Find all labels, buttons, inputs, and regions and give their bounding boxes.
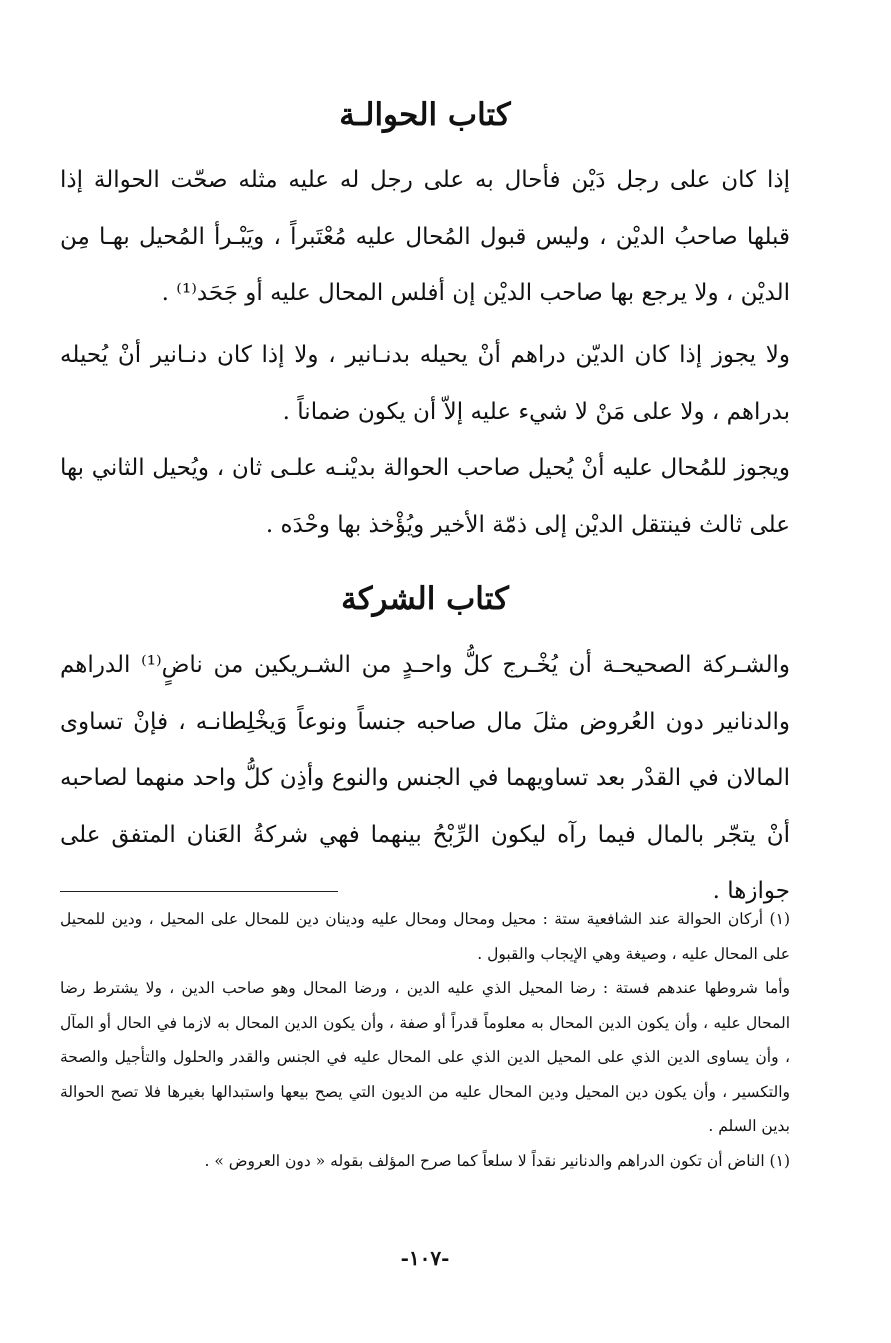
sharika-paragraph-1: والشـركة الصحيحـة أن يُخْـرج كلُّ واحـدٍ من الشـريكين من ناضٍ⁽¹⁾ الدراهم والدنانير دون العُروض مثلَ مال صاحبه جنساً ونوعاً وَيخْلِطانـه ، فإنْ تساوى المالان في القدْر بعد تساويهما في الجنس والنوع وأذِن كلُّ واحد منهما لصاحبه أنْ يتجّر بالمال فيما رآه ليكون الرِّبْحُ بينهما فهي شركةُ العَنان المتفق على جوازها .: [60, 652, 790, 904]
section-title-sharika: كتاب الشركة: [341, 581, 509, 617]
footnote-1-continued: وأما شروطها عندهم فستة : رضا المحيل الذي عليه الدين ، ورضا المحال وهو صاحب الدين ، ولا يشترط رضا المحال عليه ، وأن يكون الدين المحال به معلوماً قدراً أو صفة ، وأن يكون الدين المحال به لازما في الحال أو المآل ، وأن يساوى الدين الذي على المحيل الدين الذي على المحال عليه في الجنس والقدر والحلول والتأجيل والصحة والتكسير ، وأن يكون دين المحيل ودين المحال عليه من الديون التي يصح بيعها واستبدالها بغيرها فلا تصح الحوالة بدين السلم .: [60, 979, 790, 1135]
page-number: -١٠٧-: [400, 1246, 450, 1270]
footnote-2: (١) الناض أن تكون الدراهم والدنانير نقداً لا سلعاً كما صرح المؤلف بقوله « دون العروض » .: [204, 1151, 790, 1170]
hawala-paragraph-2: ولا يجوز إذا كان الديّن دراهم أنْ يحيله بدنـانير ، ولا إذا كان دنـانير أنْ يُحيله بدراهم ، ولا على مَنْ لا شيء عليه إلاّ أن يكون ضماناً .: [60, 342, 790, 425]
footnote-divider: [60, 891, 338, 892]
hawala-paragraph-3: ويجوز للمُحال عليه أنْ يُحيل صاحب الحوالة بديْنـه علـى ثان ، ويُحيل الثاني بها على ثالث فينتقل الديْن إلى ذمّة الأخير ويُؤْخذ بها وحْدَه .: [60, 455, 790, 538]
footnotes: [60, 902, 790, 1178]
document-page: [60, 0, 790, 1343]
hawala-paragraph-1: إذا كان على رجل دَيْن فأحال به على رجل له عليه مثله صحّت الحوالة إذا قبلها صاحبُ الديْن ، وليس قبول المُحال عليه مُعْتَبراً ، ويَبْـرأ المُحيل بهـا مِن الديْن ، ولا يرجع بها صاحب الديْن إن أفلس المحال عليه أو جَحَد⁽¹⁾ .: [60, 167, 790, 306]
footnote-1: (١) أركان الحوالة عند الشافعية ستة : محيل ومحال ومحال عليه ودينان دين للمحال على المحيل ، ودين للمحيل على المحال عليه ، وصيغة وهي الإيجاب والقبول .: [60, 910, 790, 963]
section-title-hawala: كتاب الحوالـة: [339, 97, 511, 133]
